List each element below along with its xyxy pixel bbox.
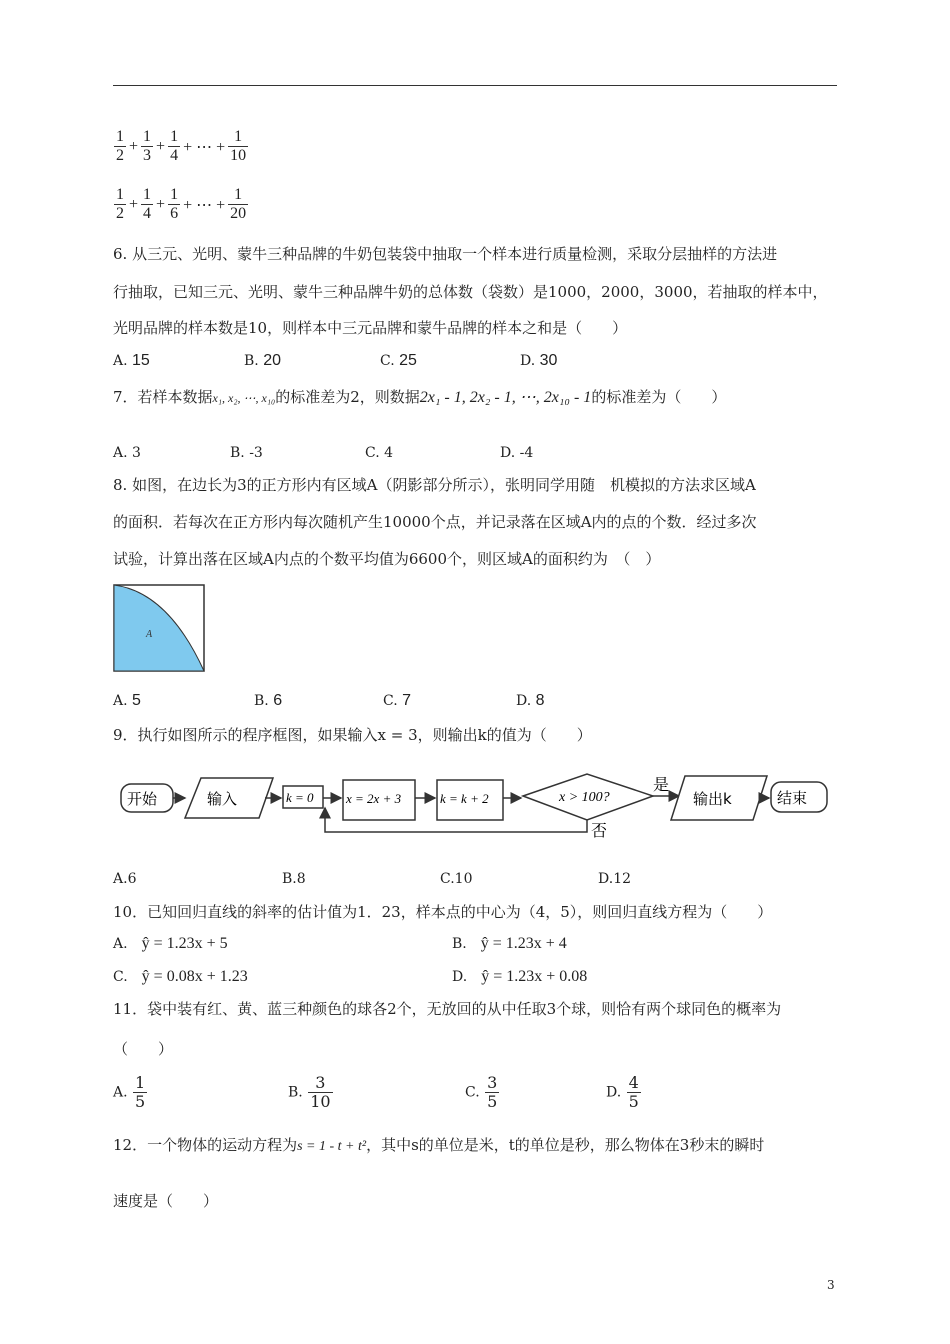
q10-option-d[interactable]: D. ŷ = 1.23x + 0.08 <box>452 968 588 985</box>
fraction-denominator: 10 <box>230 147 247 164</box>
fraction-numerator: 1 <box>143 186 152 203</box>
fraction <box>141 128 153 165</box>
fraction-denominator: 20 <box>230 205 247 222</box>
fraction-numerator: 1 <box>228 186 248 205</box>
q8-option-c[interactable]: C. 7 <box>383 692 412 709</box>
q9-option-c[interactable]: C.10 <box>440 871 473 887</box>
fraction-separator: + ⋯ + <box>183 138 226 156</box>
q12-line-2: 速度是（ ） <box>113 1192 219 1210</box>
fraction-numerator: 1 <box>143 128 152 145</box>
flow-end-label: 结束 <box>777 789 808 807</box>
flow-output-label: 输出k <box>693 790 732 808</box>
q6-option-d[interactable]: D. 30 <box>520 352 558 369</box>
q8-line-2: 的面积．若每次在正方形内每次随机产生10000个点，并记录落在区域A内的点的个数．经过多次 <box>113 513 757 531</box>
fraction <box>168 186 180 223</box>
q7-option-a[interactable]: A. 3 <box>113 445 141 461</box>
fraction-separator: + <box>129 137 139 155</box>
q8-line-1: 8. 如图，在边长为3的正方形内有区域A（阴影部分所示），张明同学用随 机模拟的方法求区域A <box>113 476 756 494</box>
q6-option-c[interactable]: C. 25 <box>380 352 417 369</box>
q6-line-1: 6. 从三元、光明、蒙牛三种品牌的牛奶包装袋中抽取一个样本进行质量检测，采取分层抽样的方法进 <box>113 245 778 263</box>
q10-line-1: 10．已知回归直线的斜率的估计值为1．23，样本点的中心为（4，5），则回归直线方程为（ ） <box>113 903 773 921</box>
page-number: 3 <box>827 1278 835 1292</box>
fraction <box>228 128 248 165</box>
q9-option-d[interactable]: D.12 <box>598 871 632 887</box>
q10-option-c[interactable]: C. ŷ = 0.08x + 1.23 <box>113 968 248 985</box>
q10-option-b[interactable]: B. ŷ = 1.23x + 4 <box>452 935 567 952</box>
fraction <box>114 186 126 223</box>
q8-option-d[interactable]: D. 8 <box>516 692 545 709</box>
flow-step-1-label: x = 2x + 3 <box>346 791 402 806</box>
q8-option-b[interactable]: B. 6 <box>254 692 283 709</box>
q6-line-2: 行抽取，已知三元、光明、蒙牛三种品牌牛奶的总体数（袋数）是1000，2000，3000，若抽取的样本中， <box>113 283 828 301</box>
q11-line-2: （ ） <box>113 1040 174 1058</box>
fraction-denominator: 4 <box>170 147 179 164</box>
q12-line-1: 12．一个物体的运动方程为s = 1 - t + t²，其中s的单位是米，t的单位是秒，那么物体在3秒末的瞬时 <box>113 1136 765 1154</box>
fraction-separator: + <box>129 195 139 213</box>
flow-init-label: k = 0 <box>286 790 314 805</box>
flow-yes-label: 是 <box>653 775 670 794</box>
q11-option-b[interactable]: B. $\frac{3}{10}$ <box>288 1073 331 1111</box>
fraction-separator: + ⋯ + <box>183 196 226 214</box>
flow-no-label: 否 <box>591 821 608 838</box>
q10-option-a[interactable]: A. ŷ = 1.23x + 5 <box>113 935 228 952</box>
flow-start-label: 开始 <box>127 790 158 808</box>
flowchart <box>113 768 835 838</box>
fraction-numerator: 1 <box>170 186 179 203</box>
q9-line-1: 9．执行如图所示的程序框图，如果输入x = 3，则输出k的值为（ ） <box>113 726 592 744</box>
fraction-denominator: 3 <box>143 147 152 164</box>
q9-option-a[interactable]: A.6 <box>113 871 137 887</box>
q7-option-d[interactable]: D. -4 <box>500 445 534 461</box>
flow-condition-label: x > 100? <box>559 790 610 805</box>
q7-line-1: 7．若样本数据x₁, x₂, ⋯, x₁₀的标准差为2，则数据2x₁ - 1, 2x₂ - 1, ⋯, 2x₁₀ - 1的标准差为（ ） <box>113 388 727 406</box>
q8-line-3: 试验，计算出落在区域A内点的个数平均值为6600个，则区域A的面积约为 （ ） <box>113 550 661 568</box>
flow-input-label: 输入 <box>207 790 238 808</box>
fraction-separator: + <box>156 195 166 213</box>
fraction-numerator: 1 <box>228 128 248 147</box>
flow-step-2-label: k = k + 2 <box>440 791 489 806</box>
header-rule <box>113 85 837 86</box>
fraction-denominator: 2 <box>116 205 124 222</box>
fraction-numerator: 1 <box>116 128 124 145</box>
q11-option-a[interactable]: A. $\frac{1}{5}$ <box>113 1073 146 1111</box>
q8-option-a[interactable]: A. 5 <box>113 692 141 709</box>
q6-option-a[interactable]: A. 15 <box>113 352 150 369</box>
q11-option-d[interactable]: D. $\frac{4}{5}$ <box>606 1073 639 1111</box>
q9-option-b[interactable]: B.8 <box>282 871 306 887</box>
q11-line-1: 11．袋中装有红、黄、蓝三种颜色的球各2个，无放回的从中任取3个球，则恰有两个球同色的概率为 <box>113 1000 782 1018</box>
fraction <box>114 128 126 165</box>
fraction-sum-row-2 <box>113 186 249 223</box>
fraction-numerator: 1 <box>170 128 179 145</box>
fraction <box>168 128 180 165</box>
fraction-denominator: 6 <box>170 205 179 222</box>
q6-option-b[interactable]: B. 20 <box>244 352 281 369</box>
region-a-label: A <box>146 629 153 640</box>
shaded-region-figure <box>113 584 206 672</box>
fraction-separator: + <box>156 137 166 155</box>
q7-option-c[interactable]: C. 4 <box>365 445 394 461</box>
fraction-denominator: 2 <box>116 147 124 164</box>
fraction-numerator: 1 <box>116 186 124 203</box>
q11-option-c[interactable]: C. $\frac{3}{5}$ <box>465 1073 498 1111</box>
q7-option-b[interactable]: B. -3 <box>230 445 263 461</box>
q6-line-3: 光明品牌的样本数是10，则样本中三元品牌和蒙牛品牌的样本之和是（ ） <box>113 319 628 337</box>
fraction-sum-row-1 <box>113 128 249 165</box>
fraction <box>228 186 248 223</box>
fraction <box>141 186 153 223</box>
fraction-denominator: 4 <box>143 205 152 222</box>
